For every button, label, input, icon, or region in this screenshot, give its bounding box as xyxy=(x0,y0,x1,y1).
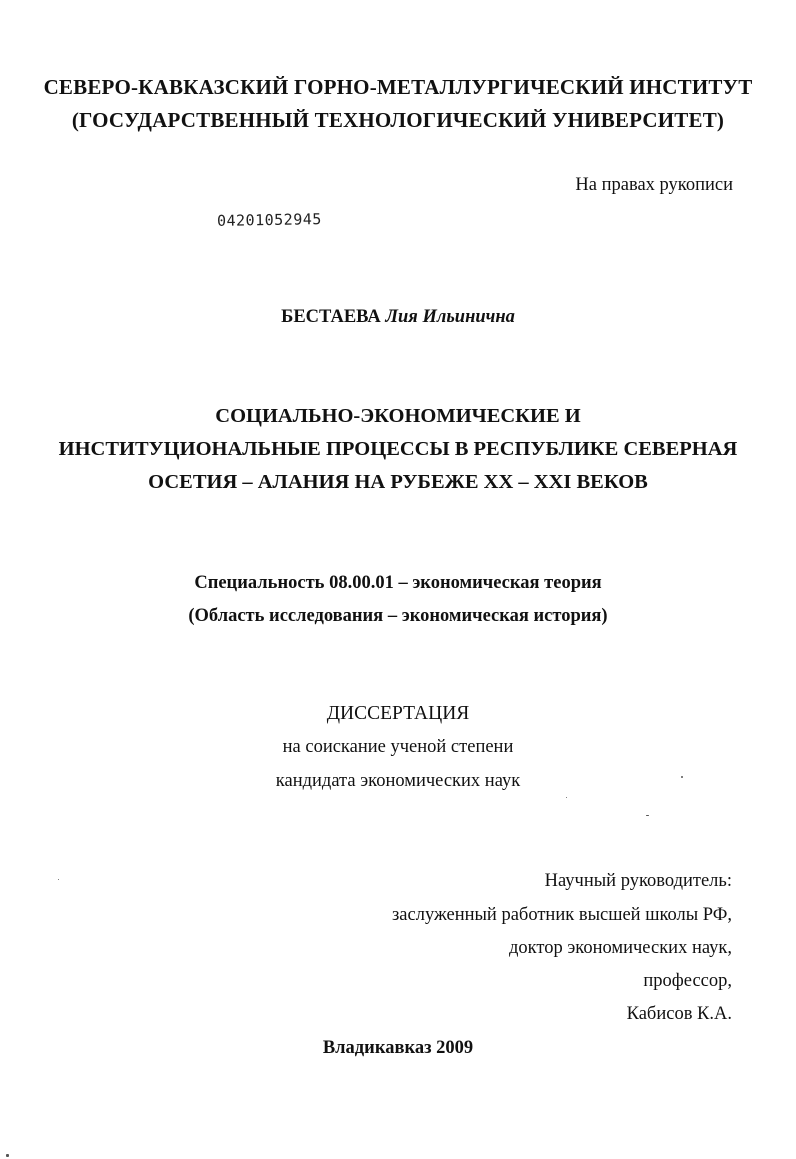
specialty-line: Специальность 08.00.01 – экономическая теория xyxy=(194,573,602,593)
author-given-name: Лия Ильинична xyxy=(385,307,515,327)
author-surname: БЕСТАЕВА xyxy=(281,307,381,327)
institution-name: СЕВЕРО-КАВКАЗСКИЙ ГОРНО-МЕТАЛЛУРГИЧЕСКИЙ ИНСТИТУТ xyxy=(43,75,753,99)
research-area-line: (Область исследования – экономическая история) xyxy=(188,606,608,626)
institution-subtitle: (ГОСУДАРСТВЕННЫЙ ТЕХНОЛОГИЧЕСКИЙ УНИВЕРСИТЕТ) xyxy=(71,108,725,132)
manuscript-note: На правах рукописи xyxy=(575,175,733,195)
scan-speck xyxy=(566,797,567,798)
supervisor-title-line-3: профессор, xyxy=(643,971,732,991)
place-and-year: Владикавказ 2009 xyxy=(322,1038,474,1058)
registry-number-stamp: 04201052945 xyxy=(216,210,322,230)
scan-speck xyxy=(681,776,683,778)
document-type: ДИССЕРТАЦИЯ xyxy=(326,703,470,724)
scan-speck xyxy=(6,1154,9,1157)
degree-line-2: кандидата экономических наук xyxy=(275,771,521,791)
thesis-title-line-2: ИНСТИТУЦИОНАЛЬНЫЕ ПРОЦЕССЫ В РЕСПУБЛИКЕ СЕВЕРНАЯ xyxy=(58,438,738,460)
thesis-title-line-1: СОЦИАЛЬНО-ЭКОНОМИЧЕСКИЕ И xyxy=(215,405,581,427)
author-name xyxy=(0,308,796,327)
degree-line-1: на соискание ученой степени xyxy=(282,737,514,757)
supervisor-title-line-1: заслуженный работник высшей школы РФ, xyxy=(391,905,732,925)
scan-speck xyxy=(58,879,59,880)
supervisor-title-line-2: доктор экономических наук, xyxy=(508,938,732,958)
thesis-title-line-3: ОСЕТИЯ – АЛАНИЯ НА РУБЕЖЕ XX – XXI ВЕКОВ xyxy=(148,471,648,493)
supervisor-heading: Научный руководитель: xyxy=(544,871,732,891)
scan-speck xyxy=(646,815,649,816)
supervisor-name: Кабисов К.А. xyxy=(626,1004,732,1024)
